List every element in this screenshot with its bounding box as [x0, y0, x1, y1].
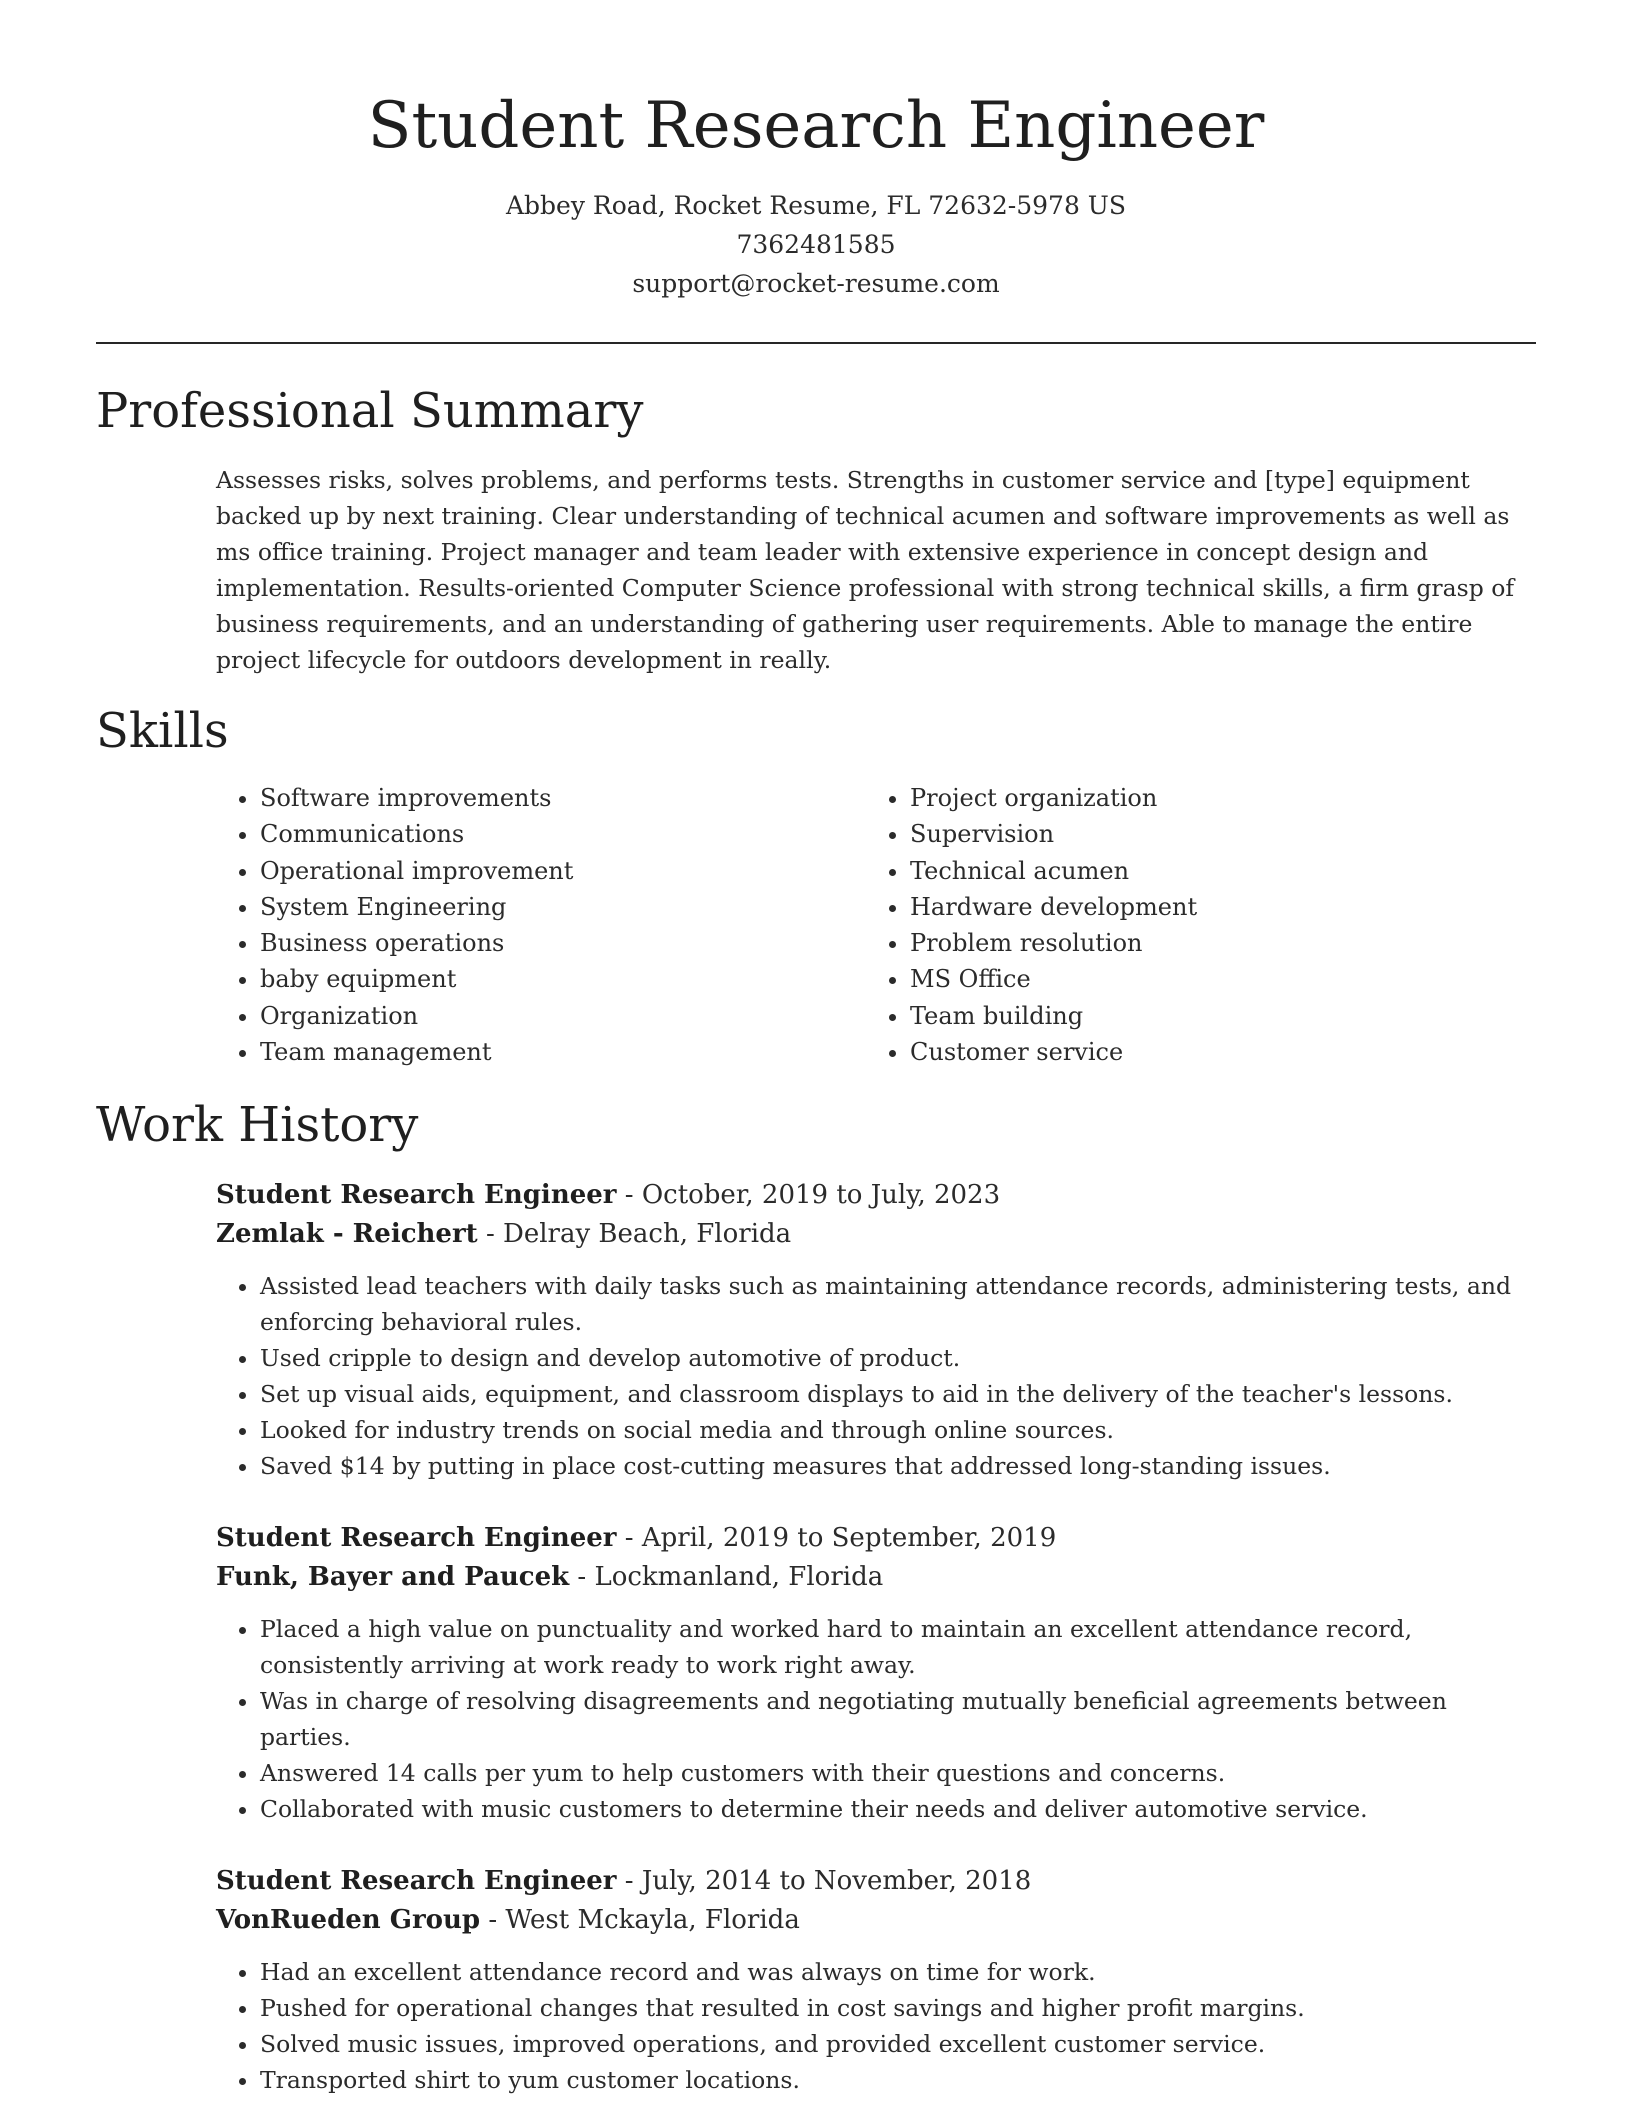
- skill-item: • Organization: [260, 998, 573, 1034]
- contact-info: [96, 186, 1536, 303]
- skill-item: • baby equipment: [260, 961, 573, 997]
- job-bullet: • Answered 14 calls per yum to help customers with their questions and concerns.: [260, 1755, 1536, 1791]
- summary-heading: Professional Summary: [96, 383, 644, 439]
- job-bullets: [216, 1954, 1536, 2098]
- skill-item: • System Engineering: [260, 889, 573, 925]
- job-company: Zemlak - Reichert: [216, 1219, 478, 1249]
- job-location: - Delray Beach, Florida: [477, 1219, 792, 1249]
- header-divider: [96, 342, 1536, 344]
- candidate-name: Student Research Engineer: [367, 89, 1265, 163]
- job-bullet: • Collaborated with music customers to determine their needs and deliver automotive service.: [260, 1791, 1536, 1827]
- skills-list-right: [866, 780, 1197, 1070]
- job-location: - Lockmanland, Florida: [569, 1562, 884, 1592]
- job-company-line: [216, 1558, 1536, 1597]
- skill-item: • Communications: [260, 816, 573, 852]
- job-dates: - October, 2019 to July, 2023: [616, 1180, 1001, 1210]
- contact-phone: 7362481585: [736, 230, 896, 259]
- job-title-line: [216, 1519, 1536, 1558]
- skill-item: • Team building: [910, 998, 1197, 1034]
- job-bullet: • Had an excellent attendance record and was always on time for work.: [260, 1954, 1536, 1990]
- resume-header: [96, 84, 1536, 303]
- job-entry: [216, 1862, 1536, 2098]
- job-bullet: • Placed a high value on punctuality and worked hard to maintain an excellent attendance record, consistently arriving at work ready to work right away.: [260, 1611, 1536, 1683]
- job-bullet: • Looked for industry trends on social media and through online sources.: [260, 1412, 1536, 1448]
- job-title-line: [216, 1176, 1536, 1215]
- job-title-line: [216, 1862, 1536, 1901]
- job-location: - West Mckayla, Florida: [480, 1905, 800, 1935]
- job-company-line: [216, 1215, 1536, 1254]
- skills-list-left: [216, 780, 573, 1070]
- job-role: Student Research Engineer: [216, 1866, 617, 1896]
- skill-item: • Project organization: [910, 780, 1197, 816]
- skills-heading: Skills: [96, 703, 229, 759]
- job-dates: - July, 2014 to November, 2018: [616, 1866, 1032, 1896]
- job-bullet: • Saved $14 by putting in place cost-cutting measures that addressed long-standing issues.: [260, 1448, 1536, 1484]
- skill-item: • Hardware development: [910, 889, 1197, 925]
- job-entry: [216, 1519, 1536, 1827]
- job-entry: [216, 1176, 1536, 1484]
- job-company: Funk, Bayer and Paucek: [216, 1562, 570, 1592]
- job-company-line: [216, 1901, 1536, 1940]
- job-bullet: • Transported shirt to yum customer locations.: [260, 2062, 1536, 2098]
- skill-item: • Customer service: [910, 1034, 1197, 1070]
- job-bullet: • Used cripple to design and develop automotive of product.: [260, 1340, 1536, 1376]
- job-bullet: • Was in charge of resolving disagreements and negotiating mutually beneficial agreements between parties.: [260, 1683, 1536, 1755]
- summary-text: Assesses risks, solves problems, and performs tests. Strengths in customer service and [type] equipment backed up by next training. Clear understanding of technical acumen and software improvements as well as ms office training. Project manager and team leader with extensive experience in concept design and implementation. Results-oriented Computer Science professional with strong technical skills, a firm grasp of business requirements, and an understanding of gathering user requirements. Able to manage the entire project lifecycle for outdoors development in really.: [216, 466, 1515, 674]
- job-bullets: [216, 1611, 1536, 1827]
- skill-item: • Problem resolution: [910, 925, 1197, 961]
- skill-item: • Operational improvement: [260, 853, 573, 889]
- job-bullets: [216, 1268, 1536, 1484]
- skill-item: • Software improvements: [260, 780, 573, 816]
- job-bullet: • Pushed for operational changes that resulted in cost savings and higher profit margins.: [260, 1990, 1536, 2026]
- skill-item: • Team management: [260, 1034, 573, 1070]
- work-history-heading: Work History: [96, 1097, 419, 1153]
- contact-email: support@rocket-resume.com: [632, 269, 1000, 298]
- job-bullet: • Set up visual aids, equipment, and classroom displays to aid in the delivery of the teacher's lessons.: [260, 1376, 1536, 1412]
- skill-item: • Business operations: [260, 925, 573, 961]
- skill-item: • Supervision: [910, 816, 1197, 852]
- skill-item: • MS Office: [910, 961, 1197, 997]
- job-bullet: • Assisted lead teachers with daily tasks such as maintaining attendance records, administering tests, and enforcing behavioral rules.: [260, 1268, 1536, 1340]
- contact-address: Abbey Road, Rocket Resume, FL 72632-5978 US: [506, 191, 1126, 220]
- job-company: VonRueden Group: [216, 1905, 481, 1935]
- job-role: Student Research Engineer: [216, 1180, 617, 1210]
- job-role: Student Research Engineer: [216, 1523, 617, 1553]
- skill-item: • Technical acumen: [910, 853, 1197, 889]
- job-dates: - April, 2019 to September, 2019: [616, 1523, 1057, 1553]
- job-bullet: • Solved music issues, improved operations, and provided excellent customer service.: [260, 2026, 1536, 2062]
